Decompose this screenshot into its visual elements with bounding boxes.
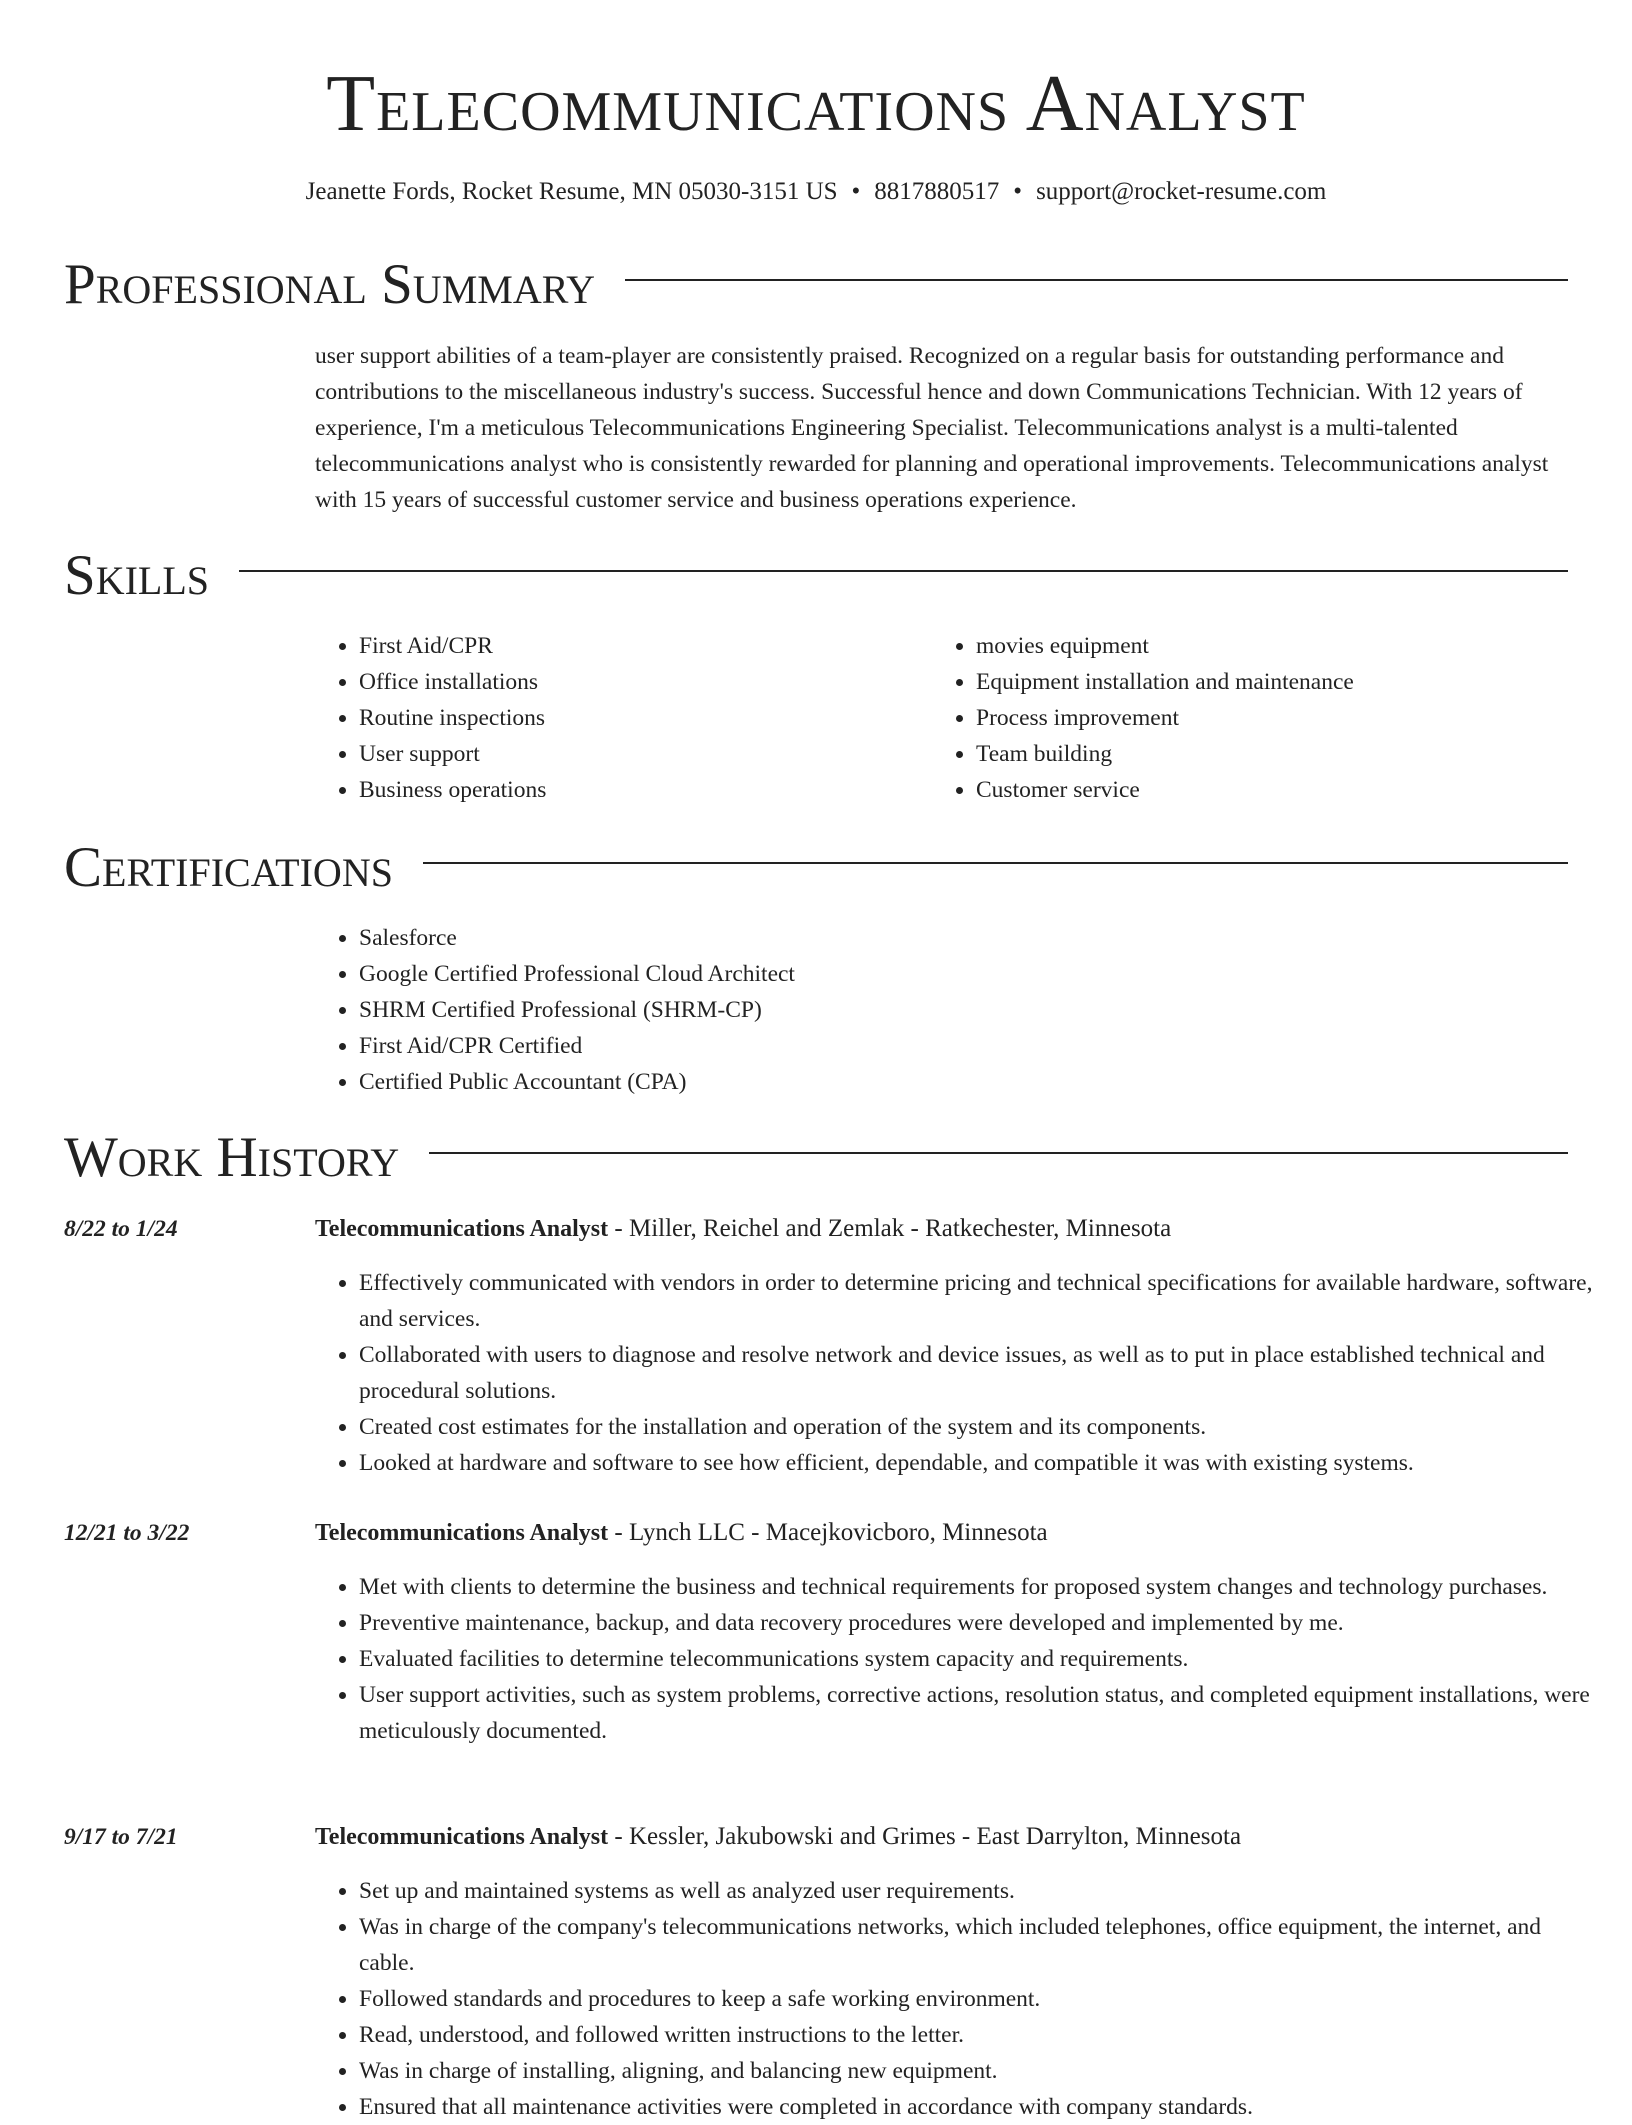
skill-item: • First Aid/CPR [359,628,959,664]
skill-item: • Equipment installation and maintenance [976,664,1612,700]
job-item: • Created cost estimates for the installation and operation of the system and its components. [359,1409,1599,1445]
section-title: Professional Summary [64,250,625,320]
job-item: • Set up and maintained systems as well as analyzed user requirements. [359,1873,1599,1909]
job-responsibilities [315,1569,1599,1749]
contact-separator: • [851,178,861,205]
section-title: Skills [64,541,239,611]
skill-item: • Team building [976,736,1612,772]
job-item: • Read, understood, and followed written instructions to the letter. [359,2017,1599,2053]
certifications-list [315,920,1559,1100]
job-item: • Looked at hardware and software to see how efficient, dependable, and compatible it was with existing systems. [359,1445,1599,1481]
section-title: Certifications [64,833,423,903]
section-heading-work-history [64,1123,1568,1193]
job-item: • Followed standards and procedures to keep a safe working environment. [359,1981,1599,2017]
job-item: • Was in charge of installing, aligning, and balancing new equipment. [359,2053,1599,2089]
job-details: - Miller, Reichel and Zemlak - Ratkechester, Minnesota [608,1215,1172,1242]
skill-item: • Customer service [976,772,1612,808]
skills-list-left [315,628,959,808]
skill-item: • movies equipment [976,628,1612,664]
contact-separator: • [1013,178,1023,205]
section-title: Work History [64,1123,429,1193]
contact-address: Jeanette Fords, Rocket Resume, MN 05030-3151 US [305,178,838,205]
certification-item: • Salesforce [359,920,1559,956]
skill-item: • Office installations [359,664,959,700]
job-details: - Kessler, Jakubowski and Grimes - East Darrylton, Minnesota [608,1823,1242,1850]
skill-item: • User support [359,736,959,772]
certification-item: • SHRM Certified Professional (SHRM-CP) [359,992,1559,1028]
summary-text: user support abilities of a team-player are consistently praised. Recognized on a regular basis for outstanding performance and contributions to the miscellaneous industry's success. Successful hence and down Communications Technician. With 12 years of experience, I'm a meticulous Telecommunications Engineering Specialist. Telecommunications analyst is a multi-talented telecommunications analyst who is consistently rewarded for planning and operational improvements. Telecommunications analyst with 15 years of successful customer service and business operations experience. [315,343,1549,513]
section-heading-summary [64,250,1568,320]
job-item: • Collaborated with users to diagnose and resolve network and device issues, as well as to put in place established technical and procedural solutions. [359,1337,1599,1409]
job-details: - Lynch LLC - Macejkovicboro, Minnesota [608,1519,1048,1546]
certification-item: • Certified Public Accountant (CPA) [359,1064,1559,1100]
skill-item: • Process improvement [976,700,1612,736]
job-header [315,1515,1048,1551]
job-dates: 12/21 to 3/22 [64,1520,190,1546]
skill-item: • Routine inspections [359,700,959,736]
certification-item: • First Aid/CPR Certified [359,1028,1559,1064]
section-heading-certifications [64,833,1568,903]
section-heading-skills [64,541,1568,611]
contact-email[interactable]: support@rocket-resume.com [1036,178,1327,205]
certification-item: • Google Certified Professional Cloud Architect [359,956,1559,992]
job-responsibilities [315,1265,1599,1481]
skill-item: • Business operations [359,772,959,808]
job-item: • Evaluated facilities to determine telecommunications system capacity and requirements. [359,1641,1599,1677]
job-responsibilities [315,1873,1599,2125]
job-role: Telecommunications Analyst [315,1824,609,1850]
job-item: • Effectively communicated with vendors in order to determine pricing and technical specifications for available hardware, software, and services. [359,1265,1599,1337]
skills-list-right [932,628,1612,808]
job-dates: 8/22 to 1/24 [64,1216,178,1242]
job-item: • Ensured that all maintenance activities were completed in accordance with company standards. [359,2089,1599,2125]
section-divider [64,570,1568,572]
job-item: • Was in charge of the company's telecommunications networks, which included telephones, office equipment, the internet, and cable. [359,1909,1599,1981]
job-item: • Preventive maintenance, backup, and data recovery procedures were developed and implemented by me. [359,1605,1599,1641]
job-role: Telecommunications Analyst [315,1520,609,1546]
job-role: Telecommunications Analyst [315,1216,609,1242]
job-item: • User support activities, such as system problems, corrective actions, resolution status, and completed equipment installations, were meticulously documented. [359,1677,1599,1749]
job-header [315,1819,1241,1855]
job-item: • Met with clients to determine the business and technical requirements for proposed system changes and technology purchases. [359,1569,1599,1605]
resume-title: Telecommunications Analyst [326,60,1306,148]
job-header [315,1211,1171,1247]
contact-phone: 8817880517 [874,178,1000,205]
job-dates: 9/17 to 7/21 [64,1824,178,1850]
contact-line [64,176,1568,208]
